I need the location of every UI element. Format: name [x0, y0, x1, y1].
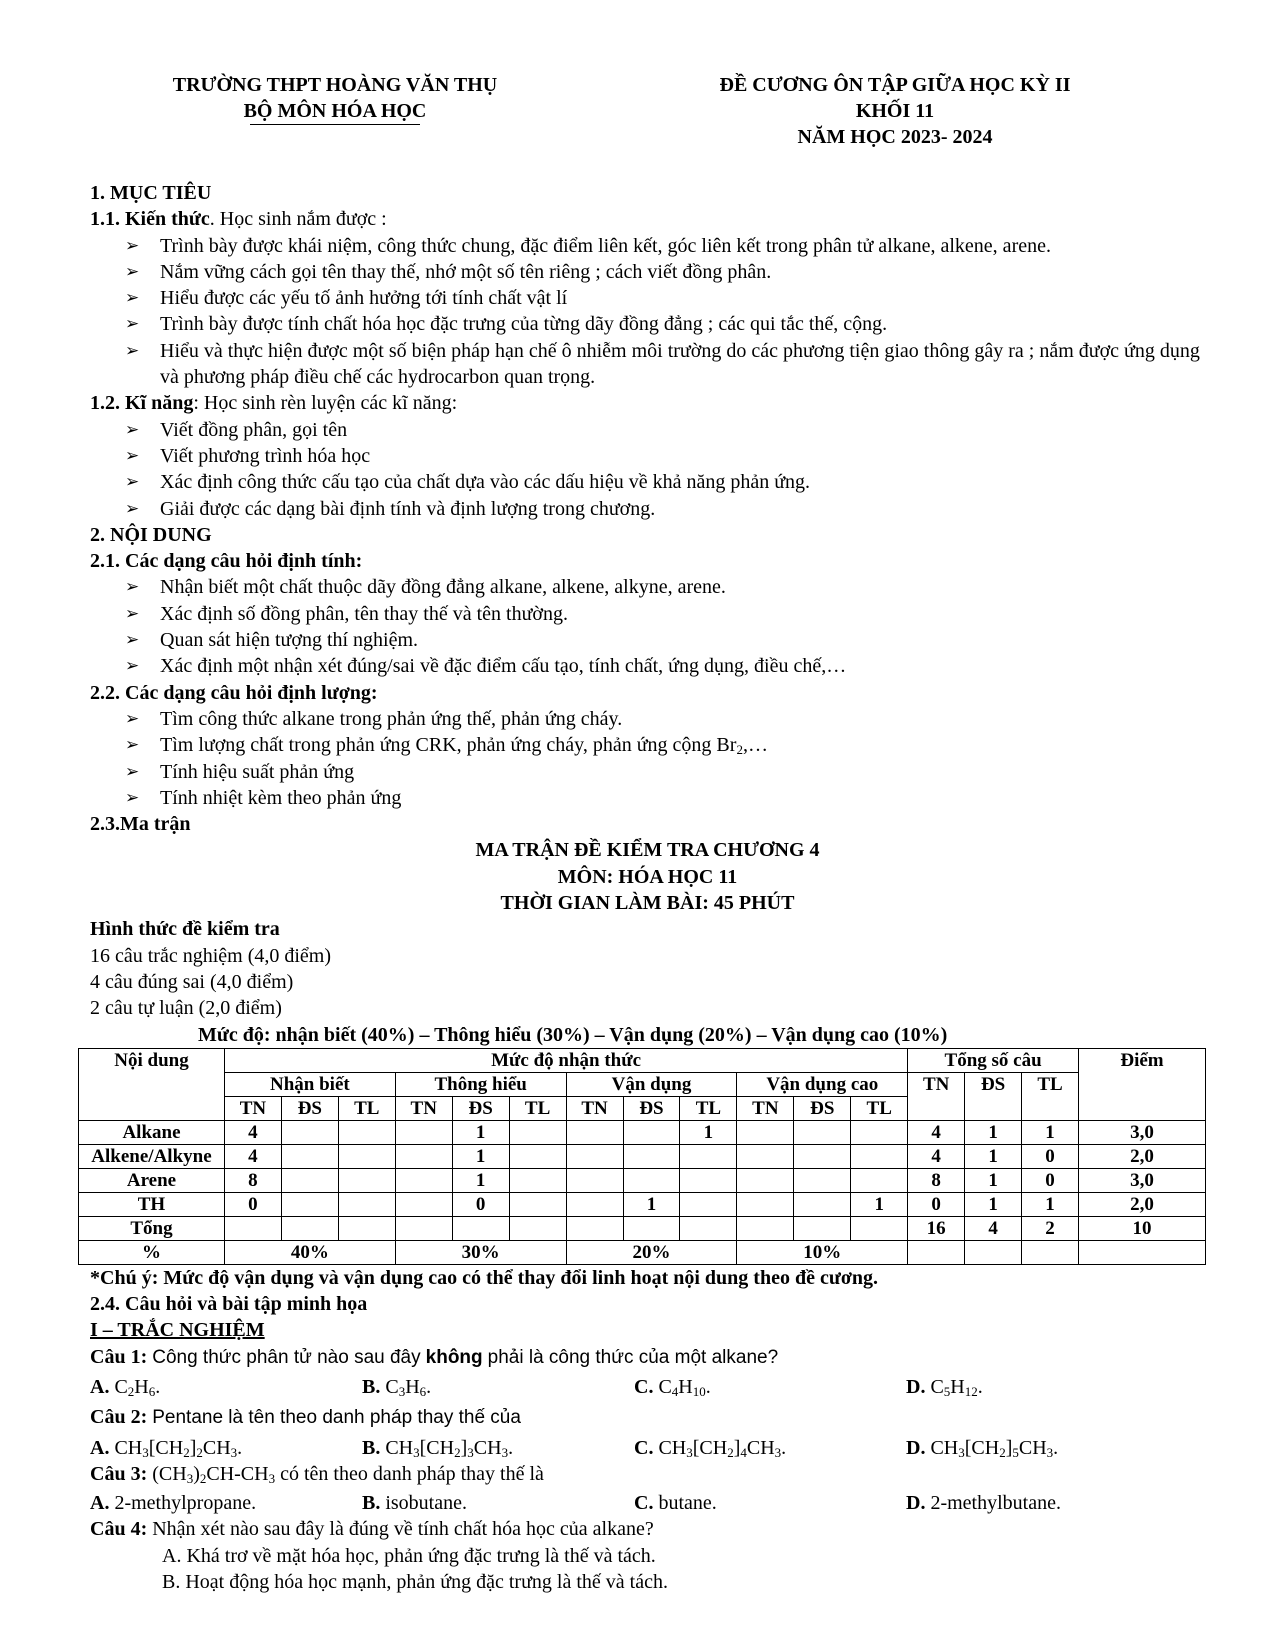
- bullet-item: ➢ Xác định số đồng phân, tên thay thế và tên thường.: [90, 601, 1205, 627]
- bullet-item: ➢ Tìm lượng chất trong phản ứng CRK, phản ứng cháy, phản ứng cộng $Br_2,\dots$: [125, 734, 768, 758]
- table-cell: [281, 1144, 338, 1168]
- header-sub: TN: [737, 1096, 794, 1120]
- table-cell: 4: [965, 1216, 1022, 1240]
- table-cell: [395, 1168, 452, 1192]
- table-cell: 2,0: [1079, 1192, 1206, 1216]
- matrix-title: MA TRẬN ĐỀ KIỂM TRA CHƯƠNG 4: [475, 839, 820, 862]
- matrix-duration: THỜI GIAN LÀM BÀI: 45 PHÚT: [500, 892, 795, 915]
- question-2-options: [90, 1435, 1205, 1461]
- bullet-item: ➢ Giải được các dạng bài định tính và định lượng trong chương.: [90, 496, 1205, 522]
- matrix-table: [78, 1048, 1206, 1265]
- table-cell: 3,0: [1079, 1168, 1206, 1192]
- question-3: Câu 3: $(CH_3)_2CH-CH_3$ có tên theo danh pháp thay thế là: [90, 1462, 544, 1486]
- table-cell: 4: [224, 1144, 281, 1168]
- answer-option: B. isobutane.: [362, 1492, 467, 1515]
- answer-option: B. $C_3H_6$.: [362, 1375, 432, 1399]
- question-4-option: A. Khá trơ về mặt hóa học, phản ứng đặc trưng là thế và tách.: [162, 1544, 656, 1567]
- table-cell: 8: [224, 1168, 281, 1192]
- table-cell: [737, 1144, 794, 1168]
- matrix-subject: MÔN: HÓA HỌC 11: [557, 865, 738, 888]
- table-cell: [509, 1144, 566, 1168]
- table-cell: [680, 1144, 737, 1168]
- school-name: TRƯỜNG THPT HOÀNG VĂN THỤ: [172, 74, 498, 96]
- table-cell: [851, 1216, 908, 1240]
- header-sub: TN: [224, 1096, 281, 1120]
- bullet-item: ➢ Tính nhiệt kèm theo phản ứng: [90, 785, 1205, 811]
- table-cell: 1: [965, 1168, 1022, 1192]
- exam-format-title: Hình thức đề kiểm tra: [90, 918, 280, 941]
- table-cell: 4: [908, 1120, 965, 1144]
- qualitative-list: [90, 574, 1205, 679]
- table-cell: [452, 1216, 509, 1240]
- answer-option: C. butane.: [634, 1492, 717, 1515]
- table-cell: [851, 1120, 908, 1144]
- header-level: Thông hiểu: [395, 1072, 566, 1096]
- arrow-bullet-icon: ➢: [125, 288, 140, 308]
- part-title: I – TRẮC NGHIỆM: [90, 1319, 265, 1342]
- table-cell: [794, 1192, 851, 1216]
- arrow-bullet-icon: ➢: [125, 603, 140, 623]
- table-cell: [281, 1216, 338, 1240]
- table-cell: 1: [965, 1192, 1022, 1216]
- table-cell: [281, 1192, 338, 1216]
- bullet-item: ➢ Tìm công thức alkane trong phản ứng thế, phản ứng cháy.: [90, 706, 1205, 732]
- answer-option: A. $C_2H_6$.: [90, 1375, 161, 1399]
- skills-list: [90, 417, 1205, 522]
- header-level: Nhận biết: [224, 1072, 395, 1096]
- header-level: Vận dụng cao: [737, 1072, 908, 1096]
- table-cell: [281, 1120, 338, 1144]
- header-score: Điểm: [1079, 1048, 1206, 1120]
- table-row: [79, 1144, 1206, 1168]
- answer-option: C. $CH_3[CH_2]_4CH_3$.: [634, 1436, 787, 1460]
- table-cell: [566, 1144, 623, 1168]
- arrow-bullet-icon: ➢: [125, 735, 140, 755]
- question-2: Câu 2: Pentane là tên theo danh pháp thay thế của: [90, 1406, 521, 1429]
- header-sub: ĐS: [452, 1096, 509, 1120]
- table-cell: [851, 1168, 908, 1192]
- arrow-bullet-icon: ➢: [125, 261, 140, 281]
- table-cell: [224, 1216, 281, 1240]
- table-cell: 16: [908, 1216, 965, 1240]
- table-cell: [509, 1192, 566, 1216]
- bullet-item: ➢ Nhận biết một chất thuộc dãy đồng đẳng alkane, alkene, alkyne, arene.: [90, 574, 1205, 600]
- answer-option: A. $CH_3[CH_2]_2CH_3$.: [90, 1436, 243, 1460]
- exam-format-line: 16 câu trắc nghiệm (4,0 điểm): [90, 944, 332, 967]
- table-cell: [395, 1216, 452, 1240]
- table-cell: 1: [680, 1120, 737, 1144]
- answer-option: D. $CH_3[CH_2]_5CH_3$.: [906, 1436, 1059, 1460]
- question-3-options: [90, 1490, 1205, 1516]
- table-cell: [509, 1120, 566, 1144]
- table-cell: 4: [908, 1144, 965, 1168]
- table-cell: [566, 1120, 623, 1144]
- table-cell: [338, 1168, 395, 1192]
- table-cell: 1: [623, 1192, 680, 1216]
- table-cell: 0: [224, 1192, 281, 1216]
- table-cell: [737, 1216, 794, 1240]
- bullet-item: ➢ Viết phương trình hóa học: [90, 443, 1205, 469]
- percent-label: %: [79, 1240, 225, 1264]
- table-row: [79, 1120, 1206, 1144]
- bullet-item: ➢ Trình bày được khái niệm, công thức chung, đặc điểm liên kết, góc liên kết trong phân tử alkane, alkene, arene.: [90, 233, 1205, 259]
- arrow-bullet-icon: ➢: [125, 472, 140, 492]
- header-sub: ĐS: [965, 1072, 1022, 1120]
- table-cell: [623, 1120, 680, 1144]
- knowledge-list: [90, 233, 1205, 391]
- table-cell: [794, 1120, 851, 1144]
- question-4: Câu 4: Nhận xét nào sau đây là đúng về tính chất hóa học của alkane?: [90, 1518, 654, 1541]
- question-1-options: [90, 1374, 1205, 1400]
- header-level: Vận dụng: [566, 1072, 737, 1096]
- table-cell: 1: [1022, 1192, 1079, 1216]
- table-cell: [509, 1168, 566, 1192]
- table-cell: [851, 1144, 908, 1168]
- arrow-bullet-icon: ➢: [125, 656, 140, 676]
- header-sub: TN: [395, 1096, 452, 1120]
- table-cell: [566, 1216, 623, 1240]
- bullet-item: ➢ Nắm vững cách gọi tên thay thế, nhớ một số tên riêng ; cách viết đồng phân.: [90, 259, 1205, 285]
- exam-format-line: 2 câu tự luận (2,0 điểm): [90, 997, 282, 1020]
- table-cell: 8: [908, 1168, 965, 1192]
- table-cell: [395, 1120, 452, 1144]
- row-label: Alkene/Alkyne: [79, 1144, 225, 1168]
- answer-option: D. 2-methylbutane.: [906, 1492, 1061, 1515]
- header-sub: TL: [338, 1096, 395, 1120]
- department-name: BỘ MÔN HÓA HỌC: [243, 100, 427, 122]
- header-sub: ĐS: [281, 1096, 338, 1120]
- subsection-title: 2.2. Các dạng câu hỏi định lượng:: [90, 681, 378, 704]
- table-cell: 1: [851, 1192, 908, 1216]
- table-cell: [338, 1144, 395, 1168]
- table-cell: [680, 1216, 737, 1240]
- header-sub: TN: [566, 1096, 623, 1120]
- empty-cell: [965, 1240, 1022, 1264]
- table-cell: [395, 1192, 452, 1216]
- table-cell: [794, 1144, 851, 1168]
- bullet-item: ➢ Hiểu và thực hiện được một số biện pháp hạn chế ô nhiễm môi trường do các phương tiện giao thông gây ra ; nắm được ứng dụng và phương pháp điều chế các hydrocarbon quan trọng.: [125, 339, 1200, 389]
- bullet-item: ➢ Xác định công thức cấu tạo của chất dựa vào các dấu hiệu về khả năng phản ứng.: [90, 469, 1205, 495]
- table-cell: 1: [452, 1144, 509, 1168]
- bullet-item: ➢ Hiểu được các yếu tố ảnh hưởng tới tính chất vật lí: [90, 285, 1205, 311]
- percent-cell: 30%: [395, 1240, 566, 1264]
- table-cell: [737, 1192, 794, 1216]
- bullet-item: ➢ Tính hiệu suất phản ứng: [90, 759, 1205, 785]
- subsection-title: 2.3.Ma trận: [90, 813, 191, 836]
- arrow-bullet-icon: ➢: [125, 340, 140, 360]
- arrow-bullet-icon: ➢: [125, 314, 140, 334]
- row-label: Tổng: [79, 1216, 225, 1240]
- row-label: Alkane: [79, 1120, 225, 1144]
- document-title: ĐỀ CƯƠNG ÔN TẬP GIỮA HỌC KỲ II: [719, 74, 1071, 96]
- arrow-bullet-icon: ➢: [125, 787, 140, 807]
- table-cell: 1: [452, 1120, 509, 1144]
- table-cell: [623, 1144, 680, 1168]
- percent-cell: 40%: [224, 1240, 395, 1264]
- header-right: [650, 72, 1140, 150]
- table-cell: 1: [965, 1120, 1022, 1144]
- arrow-bullet-icon: ➢: [125, 498, 140, 518]
- grade-label: KHỐI 11: [855, 100, 935, 122]
- header-cognition: Mức độ nhận thức: [224, 1048, 907, 1072]
- bullet-item: ➢ Viết đồng phân, gọi tên: [90, 417, 1205, 443]
- table-cell: [281, 1168, 338, 1192]
- subsection-title: 2.4. Câu hỏi và bài tập minh họa: [90, 1293, 368, 1316]
- arrow-bullet-icon: ➢: [125, 577, 140, 597]
- question-1: Câu 1: Công thức phân tử nào sau đây không phải là công thức của một alkane?: [90, 1345, 779, 1368]
- table-cell: 0: [908, 1192, 965, 1216]
- header-sub: TL: [680, 1096, 737, 1120]
- empty-cell: [908, 1240, 965, 1264]
- table-cell: [338, 1192, 395, 1216]
- header-sub: ĐS: [794, 1096, 851, 1120]
- table-cell: 2,0: [1079, 1144, 1206, 1168]
- table-cell: [566, 1168, 623, 1192]
- header-sub: TL: [509, 1096, 566, 1120]
- document-body: [90, 180, 1205, 1595]
- table-cell: 1: [452, 1168, 509, 1192]
- table-cell: [737, 1120, 794, 1144]
- table-cell: [737, 1168, 794, 1192]
- table-cell: 4: [224, 1120, 281, 1144]
- table-cell: [509, 1216, 566, 1240]
- table-cell: 1: [965, 1144, 1022, 1168]
- table-cell: 0: [1022, 1144, 1079, 1168]
- table-cell: [566, 1192, 623, 1216]
- table-cell: [680, 1168, 737, 1192]
- table-cell: [794, 1216, 851, 1240]
- percent-row: [79, 1240, 1206, 1264]
- table-cell: [794, 1168, 851, 1192]
- school-year: NĂM HỌC 2023- 2024: [797, 126, 993, 148]
- arrow-bullet-icon: ➢: [125, 708, 140, 728]
- arrow-bullet-icon: ➢: [125, 630, 140, 650]
- table-cell: 0: [452, 1192, 509, 1216]
- table-cell: [395, 1144, 452, 1168]
- subsection-title: 2.1. Các dạng câu hỏi định tính:: [90, 550, 363, 573]
- percent-cell: 20%: [566, 1240, 737, 1264]
- arrow-bullet-icon: ➢: [125, 761, 140, 781]
- table-row: [79, 1216, 1206, 1240]
- header-sub: ĐS: [623, 1096, 680, 1120]
- table-cell: 2: [1022, 1216, 1079, 1240]
- bullet-item: ➢ Quan sát hiện tượng thí nghiệm.: [90, 627, 1205, 653]
- question-4-option: B. Hoạt động hóa học mạnh, phản ứng đặc trưng là thế và tách.: [162, 1571, 668, 1594]
- section-title: 2. NỘI DUNG: [90, 523, 212, 546]
- arrow-bullet-icon: ➢: [125, 419, 140, 439]
- table-cell: 0: [1022, 1168, 1079, 1192]
- header-sub: TN: [908, 1072, 965, 1120]
- table-cell: [338, 1120, 395, 1144]
- levels-line: Mức độ: nhận biết (40%) – Thông hiểu (30%) – Vận dụng (20%) – Vận dụng cao (10%): [198, 1023, 948, 1046]
- header-rule: [250, 124, 420, 125]
- bullet-item: ➢ Trình bày được tính chất hóa học đặc trưng của từng dãy đồng đẳng ; các qui tắc thế, cộng.: [90, 311, 1205, 337]
- table-row: [79, 1168, 1206, 1192]
- quantitative-list: [90, 706, 1205, 811]
- section-title: 1. MỤC TIÊU: [90, 182, 212, 204]
- subsection-skills: 1.2. Kĩ năng: Học sinh rèn luyện các kĩ năng:: [90, 392, 458, 415]
- percent-cell: 10%: [737, 1240, 908, 1264]
- table-cell: 3,0: [1079, 1120, 1206, 1144]
- header-total: Tổng số câu: [908, 1048, 1079, 1072]
- header-content: Nội dung: [79, 1048, 225, 1120]
- header-sub: TL: [1022, 1072, 1079, 1120]
- subsection-knowledge: 1.1. Kiến thức. Học sinh nắm được :: [90, 208, 387, 231]
- bullet-item: ➢ Xác định một nhận xét đúng/sai về đặc điểm cấu tạo, tính chất, ứng dụng, điều chế,…: [90, 653, 1205, 679]
- table-cell: [623, 1216, 680, 1240]
- answer-option: C. $C_4H_{10}$.: [634, 1375, 711, 1399]
- exam-format-line: 4 câu đúng sai (4,0 điểm): [90, 970, 294, 993]
- arrow-bullet-icon: ➢: [125, 235, 140, 255]
- table-cell: [623, 1168, 680, 1192]
- matrix-note: *Chú ý: Mức độ vận dụng và vận dụng cao có thể thay đổi linh hoạt nội dung theo đề cương.: [90, 1266, 879, 1289]
- table-cell: 1: [1022, 1120, 1079, 1144]
- table-cell: 10: [1079, 1216, 1206, 1240]
- table-cell: [680, 1192, 737, 1216]
- row-label: TH: [79, 1192, 225, 1216]
- row-label: Arene: [79, 1168, 225, 1192]
- arrow-bullet-icon: ➢: [125, 445, 140, 465]
- table-row: [79, 1192, 1206, 1216]
- empty-cell: [1022, 1240, 1079, 1264]
- header-sub: TL: [851, 1096, 908, 1120]
- header-left: [115, 72, 555, 125]
- answer-option: A. 2-methylpropane.: [90, 1492, 257, 1515]
- answer-option: B. $CH_3[CH_2]_3CH_3$.: [362, 1436, 514, 1460]
- empty-cell: [1079, 1240, 1206, 1264]
- answer-option: D. $C_5H_{12}$.: [906, 1375, 983, 1399]
- table-cell: [338, 1216, 395, 1240]
